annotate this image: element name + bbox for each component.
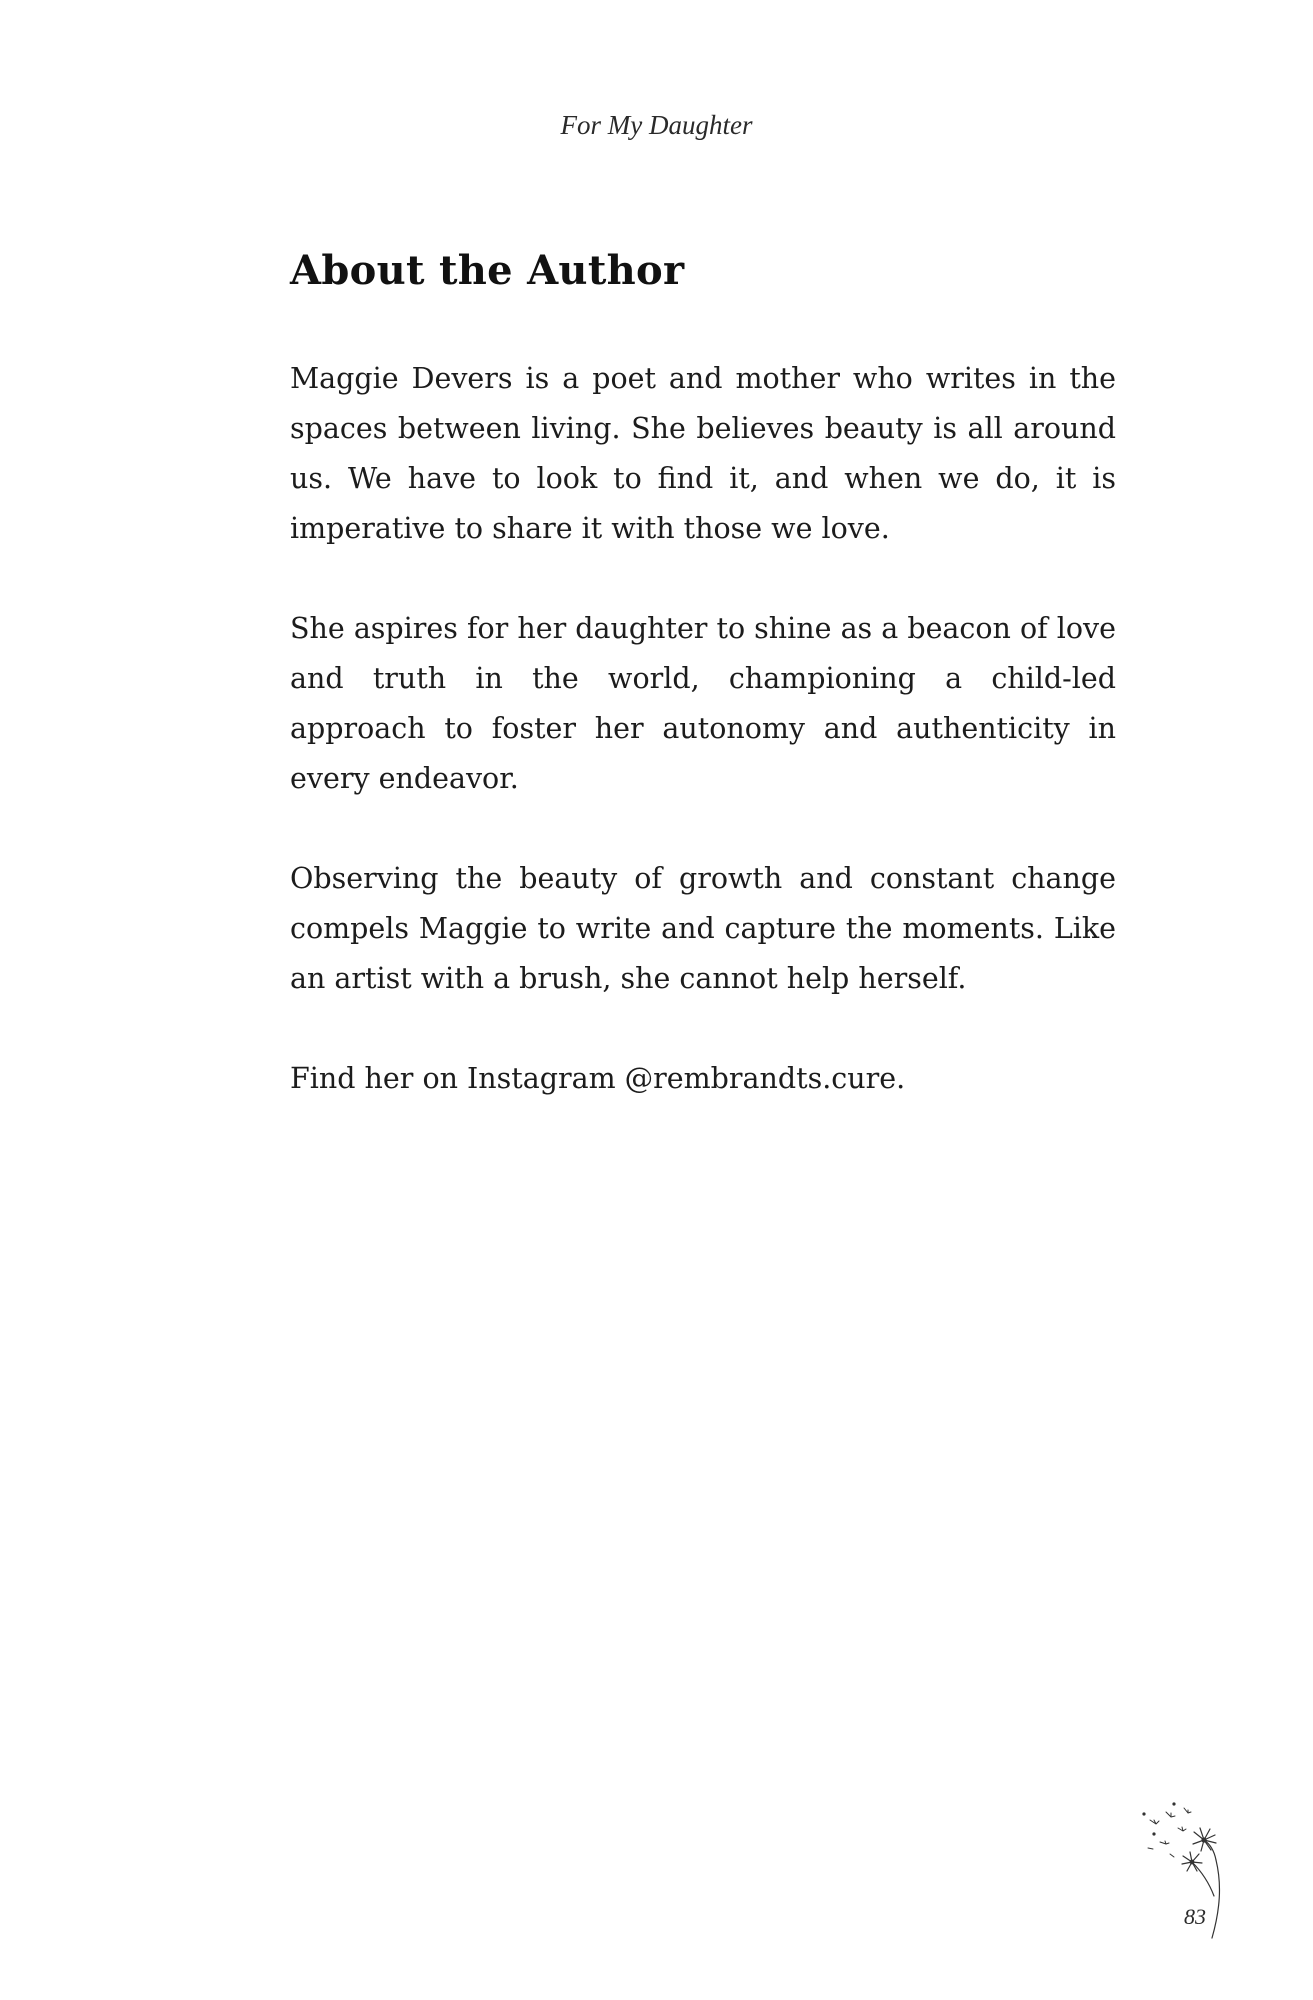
paragraph: Observing the beauty of growth and constant change compels Maggie to write and capture the moments. Like an artist with a brush, she cannot help herself. xyxy=(290,862,1116,995)
page-number: 83 xyxy=(1184,1904,1206,1929)
running-header: For My Daughter xyxy=(560,110,753,140)
body-text xyxy=(290,354,1116,1154)
page-title: About the Author xyxy=(290,247,685,294)
paragraph: She aspires for her daughter to shine as a beacon of love and truth in the world, championing a child-led approach to foster her autonomy and authenticity in every endeavor. xyxy=(290,612,1116,795)
paragraph: Maggie Devers is a poet and mother who writes in the spaces between living. She believes beauty is all around us. We have to look to find it, and when we do, it is imperative to share it with those we love. xyxy=(290,362,1116,545)
paragraph: Find her on Instagram @rembrandts.cure. xyxy=(290,1062,906,1095)
